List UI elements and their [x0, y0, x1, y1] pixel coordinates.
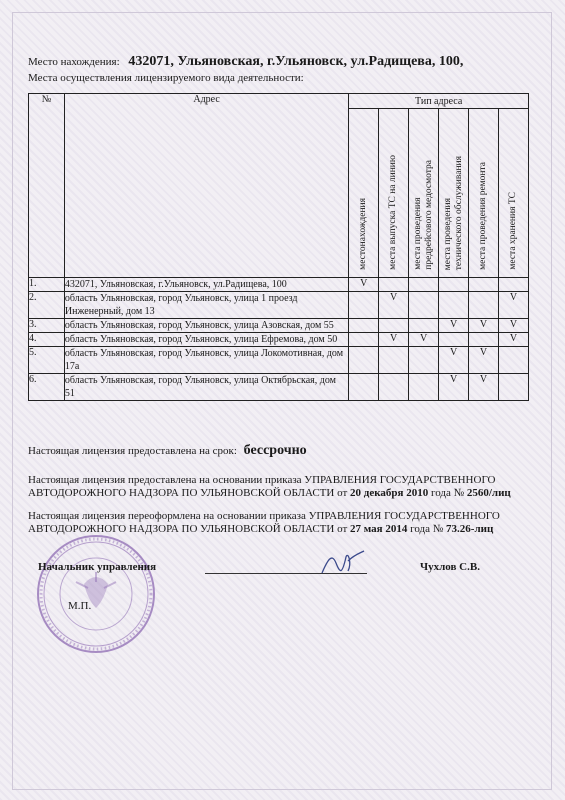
basis-date: 20 декабря 2010 [350, 487, 429, 499]
col-type-header: Тип адреса [349, 94, 529, 109]
row-mark [499, 347, 529, 374]
table-row [29, 347, 529, 374]
type-header-1: места выпуска ТС на линию [379, 109, 409, 278]
row-mark: V [469, 347, 499, 374]
row-mark [439, 278, 469, 292]
official-seal [34, 532, 158, 656]
address-table [28, 93, 529, 401]
row-number: 3. [29, 319, 65, 333]
row-mark [409, 374, 439, 401]
row-address: область Ульяновская, город Ульяновск, улица 1 проезд Инженерный, дом 13 [64, 292, 348, 319]
row-mark [349, 374, 379, 401]
table-row [29, 333, 529, 347]
row-mark: V [439, 374, 469, 401]
signatory-name: Чухлов С.В. [420, 561, 480, 573]
row-mark: V [439, 319, 469, 333]
col-address-header: Адрес [64, 94, 348, 278]
location-label: Место нахождения: [28, 56, 120, 68]
row-number: 5. [29, 347, 65, 374]
row-number: 1. [29, 278, 65, 292]
row-mark: V [499, 319, 529, 333]
row-mark: V [439, 347, 469, 374]
row-number: 4. [29, 333, 65, 347]
row-mark [349, 347, 379, 374]
row-mark [349, 292, 379, 319]
type-header-0: местонахождения [349, 109, 379, 278]
type-header-4: места проведения ремонта [469, 109, 499, 278]
type-header-3: места проведения технического обслуживания [439, 109, 469, 278]
seal-label: М.П. [68, 600, 92, 612]
row-mark [469, 278, 499, 292]
table-row [29, 278, 529, 292]
handwritten-signature [318, 549, 368, 577]
row-mark [379, 278, 409, 292]
col-num-header: № [29, 94, 65, 278]
row-address: 432071, Ульяновская, г.Ульяновск, ул.Радищева, 100 [64, 278, 348, 292]
location-line [28, 54, 463, 70]
row-mark [379, 347, 409, 374]
term-line [28, 443, 307, 459]
row-mark: V [409, 333, 439, 347]
row-address: область Ульяновская, город Ульяновск, улица Локомотивная, дом 17а [64, 347, 348, 374]
reissue-date: 27 мая 2014 [350, 523, 408, 535]
row-mark [409, 278, 439, 292]
row-mark [409, 292, 439, 319]
row-mark: V [379, 292, 409, 319]
row-mark [349, 333, 379, 347]
signature-position: Начальник управления [38, 561, 157, 573]
row-mark [499, 374, 529, 401]
row-address: область Ульяновская, город Ульяновск, улица Ефремова, дом 50 [64, 333, 348, 347]
row-number: 2. [29, 292, 65, 319]
row-mark [409, 347, 439, 374]
term-value: бессрочно [243, 443, 307, 458]
row-address: область Ульяновская, город Ульяновск, улица Азовская, дом 55 [64, 319, 348, 333]
reissue-paragraph: Настоящая лицензия переоформлена на основании приказа УПРАВЛЕНИЯ ГОСУДАРСТВЕННОГО АВТОДОРОЖНОГО НАДЗОРА ПО УЛЬЯНОВСКОЙ ОБЛАСТИ от 27 мая 2014 года № 73.26-лиц [28, 510, 500, 535]
table-row [29, 319, 529, 333]
reissue-number: 73.26-лиц [446, 523, 494, 535]
row-mark: V [499, 292, 529, 319]
row-mark [379, 319, 409, 333]
activity-places-label: Места осуществления лицензируемого вида деятельности: [28, 72, 304, 84]
term-label: Настоящая лицензия предоставлена на срок: [28, 445, 237, 457]
row-number: 6. [29, 374, 65, 401]
row-mark [439, 333, 469, 347]
row-mark [439, 292, 469, 319]
row-mark: V [379, 333, 409, 347]
table-row [29, 292, 529, 319]
row-mark [499, 278, 529, 292]
type-header-2: места проведения предрейсового медосмотра [409, 109, 439, 278]
basis-number: 2560/лиц [466, 487, 511, 499]
row-mark: V [499, 333, 529, 347]
row-mark: V [469, 374, 499, 401]
row-mark [379, 374, 409, 401]
row-mark: V [469, 319, 499, 333]
table-row [29, 374, 529, 401]
row-address: область Ульяновская, город Ульяновск, улица Октябрьская, дом 51 [64, 374, 348, 401]
row-mark: V [349, 278, 379, 292]
row-mark [469, 292, 499, 319]
basis-paragraph: Настоящая лицензия предоставлена на основании приказа УПРАВЛЕНИЯ ГОСУДАРСТВЕННОГО АВТОДОРОЖНОГО НАДЗОРА ПО УЛЬЯНОВСКОЙ ОБЛАСТИ от 20 декабря 2010 года № 2560/лиц [28, 474, 511, 499]
row-mark [409, 319, 439, 333]
type-header-5: места хранения ТС [499, 109, 529, 278]
row-mark [469, 333, 499, 347]
location-address: 432071, Ульяновская, г.Ульяновск, ул.Радищева, 100, [128, 54, 464, 69]
row-mark [349, 319, 379, 333]
